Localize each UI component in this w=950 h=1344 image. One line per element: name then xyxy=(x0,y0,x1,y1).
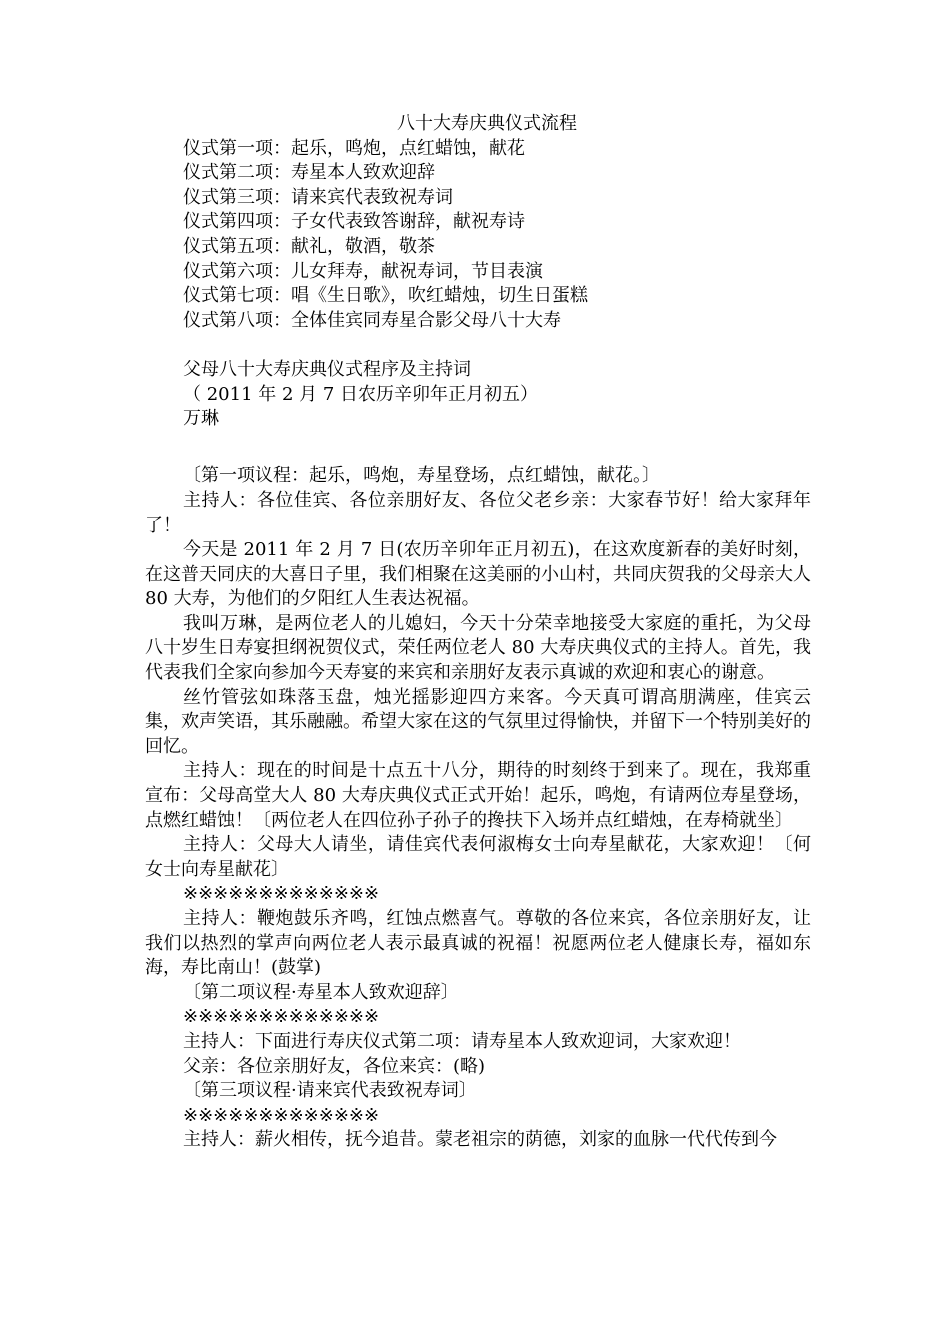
paragraph: 主持人：鞭炮鼓乐齐鸣，红蚀点燃喜气。尊敬的各位来宾，各位亲朋好友，让我们以热烈的掌声向两位老人表示最真诚的祝福！祝愿两位老人健康长寿，福如东海，寿比南山！(鼓掌) xyxy=(145,908,811,979)
author-name: 万琳 xyxy=(183,408,219,430)
separator-line: ※※※※※※※※※※※※※ xyxy=(183,1104,380,1126)
script-body xyxy=(145,464,811,1153)
ceremony-step: 仪式第四项：子女代表致答谢辞，献祝寿诗 xyxy=(183,211,525,233)
ceremony-step: 仪式第一项：起乐，鸣炮，点红蜡蚀，献花 xyxy=(183,137,525,159)
ceremony-step: 仪式第七项：唱《生日歌》，吹红蜡烛，切生日蛋糕 xyxy=(183,285,588,307)
paragraph: 主持人：各位佳宾、各位亲朋好友、各位父老乡亲：大家春节好！给大家拜年了！ xyxy=(145,489,811,536)
paragraph: 〔第一项议程：起乐，鸣炮，寿星登场，点红蜡蚀，献花。〕 xyxy=(183,465,660,487)
agenda-heading: 〔第三项议程·请来宾代表致祝寿词〕 xyxy=(183,1080,477,1102)
separator-line: ※※※※※※※※※※※※※ xyxy=(183,1006,380,1028)
document-title: 八十大寿庆典仪式流程 xyxy=(397,113,577,134)
ceremony-step: 仪式第二项：寿星本人致欢迎辞 xyxy=(183,162,435,184)
paragraph: 丝竹管弦如珠落玉盘，烛光摇影迎四方来客。今天真可谓高朋满座，佳宾云集，欢声笑语，其乐融融。希望大家在这的气氛里过得愉快，并留下一个特别美好的回忆。 xyxy=(145,686,811,757)
ceremony-steps-list xyxy=(145,137,811,334)
ceremony-step: 仪式第五项：献礼，敬酒，敬茶 xyxy=(183,235,435,257)
document-page xyxy=(145,112,811,1153)
section-subtitle: 父母八十大寿庆典仪式程序及主持词 xyxy=(183,358,471,380)
agenda-heading: 〔第二项议程·寿星本人致欢迎辞〕 xyxy=(183,981,459,1003)
paragraph: 主持人：父母大人请坐，请佳宾代表何淑梅女士向寿星献花，大家欢迎！〔何女士向寿星献花〕 xyxy=(145,834,811,880)
event-date: （ 2011 年 2 月 7 日农历辛卯年正月初五） xyxy=(183,383,539,405)
ceremony-step: 仪式第六项：儿女拜寿，献祝寿词，节目表演 xyxy=(183,260,543,282)
paragraph: 今天是 2011 年 2 月 7 日(农历辛卯年正月初五)，在这欢度新春的美好时刻，在这普天同庆的大喜日子里，我们相聚在这美丽的小山村，共同庆贺我的父母亲大人 80 大寿，为他们的夕阳红人生表达祝福。 xyxy=(145,539,811,610)
paragraph: 主持人：薪火相传，抚今追昔。蒙老祖宗的荫德，刘家的血脉一代代传到今 xyxy=(183,1129,777,1151)
paragraph: 父亲：各位亲朋好友，各位来宾：(略) xyxy=(183,1055,486,1077)
paragraph: 主持人：下面进行寿庆仪式第二项：请寿星本人致欢迎词，大家欢迎！ xyxy=(183,1030,741,1052)
paragraph: 主持人：现在的时间是十点五十八分，期待的时刻终于到来了。现在，我郑重宣布：父母高堂大人 80 大寿庆典仪式正式开始！起乐，鸣炮，有请两位寿星登场，点燃红蜡蚀！〔两位老人在四位孙子孙子的搀扶下入场并点红蜡烛，在寿椅就坐〕 xyxy=(145,760,811,831)
separator-line: ※※※※※※※※※※※※※ xyxy=(183,883,380,905)
blank-line xyxy=(145,432,811,457)
paragraph: 我叫万琳，是两位老人的儿媳妇，今天十分荣幸地接受大家庭的重托，为父母八十岁生日寿宴担纲祝贺仪式，荣任两位老人 80 大寿庆典仪式的主持人。首先，我代表我们全家向参加今天寿宴的来宾和亲朋好友表示真诚的欢迎和衷心的谢意。 xyxy=(145,612,811,684)
ceremony-step: 仪式第三项：请来宾代表致祝寿词 xyxy=(183,186,453,208)
ceremony-step: 仪式第八项：全体佳宾同寿星合影父母八十大寿 xyxy=(183,309,561,331)
blank-line xyxy=(145,333,811,358)
